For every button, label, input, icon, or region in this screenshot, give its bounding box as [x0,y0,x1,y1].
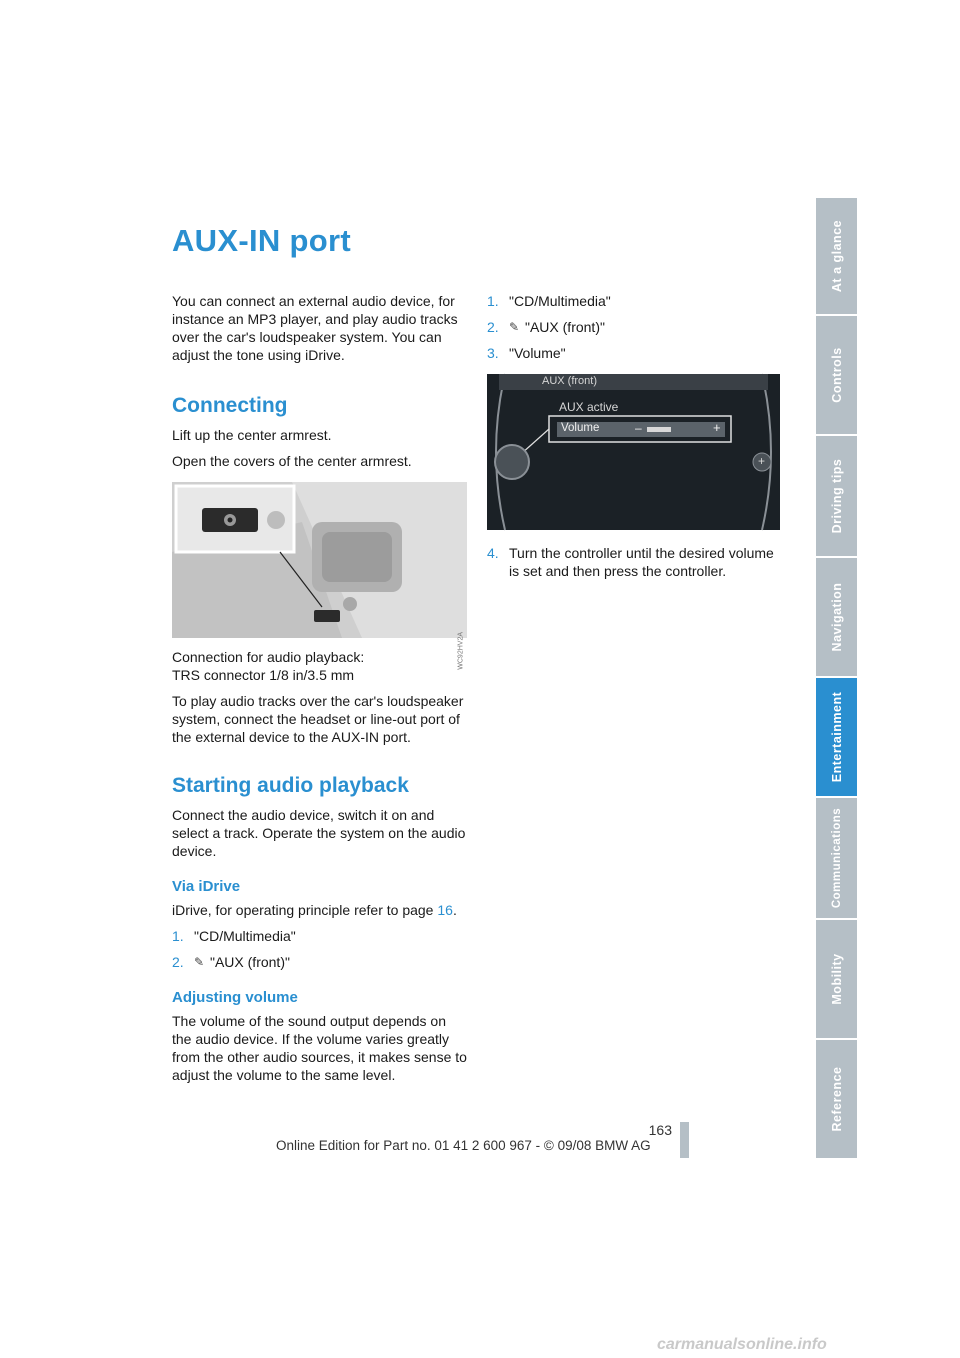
page-16-link[interactable]: 16 [437,902,453,918]
footer-bar [680,1122,689,1158]
step-number: 2. [487,319,499,335]
side-tab-reference[interactable] [816,1040,857,1160]
screen-header: AUX (front) [542,375,598,387]
side-tab-label: Mobility [829,953,844,1005]
list-item [172,927,467,945]
adjusting-volume-body: The volume of the sound output depends on the audio device. If the volume varies greatly from the other audio sources, it makes sense to adjust the volume to the same level. [172,1013,467,1083]
caption-line: TRS connector 1/8 in/3.5 mm [172,667,355,683]
side-tab-label: Navigation [829,582,844,652]
volume-minus: – [635,421,642,435]
step-number: 4. [487,545,499,561]
left-column [172,292,467,1084]
page-number: 163 [648,1122,672,1138]
side-tab-label: Controls [829,347,844,403]
side-tab-navigation[interactable] [816,558,857,678]
side-tab-mobility[interactable] [816,920,857,1040]
right-knob-plus: + [758,454,766,468]
side-tab-controls[interactable] [816,316,857,436]
idrive-screen [487,374,780,530]
via-idrive-text-after: . [452,902,457,918]
step-text: "CD/Multimedia" [509,293,611,309]
connecting-heading: Connecting [172,394,288,417]
list-item [487,344,782,362]
page-title: AUX-IN port [172,223,351,258]
side-tab-label: Entertainment [829,691,844,783]
via-idrive-text-before: iDrive, for operating principle refer to page [172,902,438,918]
connecting-body: To play audio tracks over the car's loudspeaker system, connect the headset or line-out port of the external device to the AUX-IN port. [172,693,464,745]
side-tab-label: At a glance [829,219,844,293]
wrench-icon: ✎ [509,320,520,334]
side-tab-label: Communications [830,807,843,909]
side-tab-entertainment[interactable] [816,678,857,798]
connecting-step-text: Lift up the center armrest. [172,427,332,443]
side-tab-at-a-glance[interactable] [816,198,857,316]
via-idrive-heading: Via iDrive [172,878,241,895]
side-tab-driving-tips[interactable] [816,436,857,558]
list-item [487,292,782,310]
step-number: 1. [487,293,499,309]
side-tab-label: Driving tips [829,458,844,534]
step-text: "AUX (front)" [210,954,290,970]
step-text: "AUX (front)" [525,319,605,335]
image-code: WC92HV2A [458,632,465,670]
step-text: "CD/Multimedia" [194,928,296,944]
screen-status: AUX active [559,400,619,414]
step-number: 3. [487,345,499,361]
footer-text: Online Edition for Part no. 01 41 2 600 967 - © 09/08 BMW AG [276,1138,651,1153]
intro-text: You can connect an external audio device, for instance an MP3 player, and play audio tracks over the car's loudspeaker system. You can adjust the tone using iDrive. [172,293,458,363]
adjusting-volume-heading: Adjusting volume [172,989,298,1006]
right-column [487,292,782,580]
volume-label: Volume [561,422,600,434]
caption-line: Connection for audio playback: [172,649,365,665]
side-tab-label: Reference [829,1066,844,1132]
starting-body: Connect the audio device, switch it on and select a track. Operate the system on the audio device. [172,807,466,859]
volume-plus: + [713,420,721,435]
list-item [487,318,782,336]
side-tab-communications[interactable] [816,798,857,920]
starting-heading: Starting audio playback [172,774,409,797]
list-item [487,544,782,580]
wrench-icon: ✎ [194,955,205,969]
watermark: carmanualsonline.info [657,1336,827,1353]
connecting-step-text: Open the covers of the center armrest. [172,453,412,469]
step-text: Turn the controller until the desired volume is set and then press the controller. [509,545,774,579]
step-number: 1. [172,928,184,944]
step-number: 2. [172,954,184,970]
via-idrive-text [172,901,467,919]
step-text: "Volume" [509,345,566,361]
list-item [172,953,467,971]
